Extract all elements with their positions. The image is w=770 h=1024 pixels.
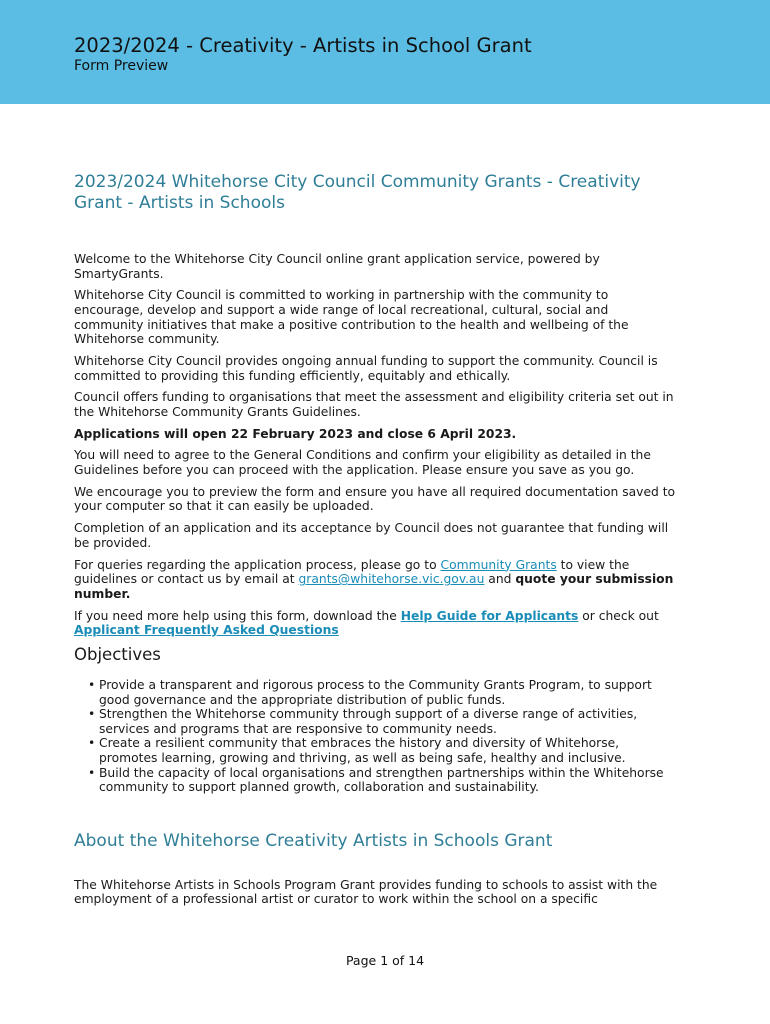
page-number: Page 1 of 14 xyxy=(345,953,425,968)
paragraph-criteria: Council offers funding to organisations that meet the assessment and eligibility criteria set out in the Whitehorse Community Grants Guidelines. xyxy=(74,390,674,419)
paragraph-queries xyxy=(74,558,679,602)
bullet-icon: • xyxy=(88,677,96,692)
paragraph-welcome: Welcome to the Whitehorse City Council online grant application service, powered by SmartyGrants. xyxy=(74,252,600,281)
paragraph-help xyxy=(74,609,679,638)
about-heading: About the Whitehorse Creativity Artists in Schools Grant xyxy=(74,830,553,851)
paragraph-guarantee: Completion of an application and its acceptance by Council does not guarantee that funding will be provided. xyxy=(74,521,669,550)
help-text-1: If you need more help using this form, download the xyxy=(74,608,401,623)
paragraph-dates: Applications will open 22 February 2023 and close 6 April 2023. xyxy=(74,426,517,441)
list-item xyxy=(88,678,679,707)
queries-bold-text: quote your submission number. xyxy=(74,572,674,601)
about-paragraph: The Whitehorse Artists in Schools Program Grant provides funding to schools to assist with the employment of a professional artist or curator to work within the school on a specific xyxy=(74,877,658,907)
help-text-2: or check out xyxy=(578,608,659,623)
queries-text-3: and xyxy=(484,572,516,587)
objective-text: Provide a transparent and rigorous process to the Community Grants Program, to support good governance and the appropriate distribution of public funds. xyxy=(99,677,652,707)
queries-text-2: to view the guidelines or contact us by email at xyxy=(74,557,630,587)
paragraph-preview: We encourage you to preview the form and ensure you have all required documentation saved to your computer so that it can easily be uploaded. xyxy=(74,484,676,514)
paragraph-funding: Whitehorse City Council provides ongoing annual funding to support the community. Council is committed to providing this funding efficiently, equitably and ethically. xyxy=(74,353,658,383)
document-title: 2023/2024 Whitehorse City Council Community Grants - Creativity Grant - Artists in Schools xyxy=(74,172,641,213)
objective-text: Build the capacity of local organisations and strengthen partnerships within the Whitehorse community to support planned growth, collaboration and sustainability. xyxy=(99,765,664,795)
objective-text: Create a resilient community that embraces the history and diversity of Whitehorse, promotes learning, growing and thriving, as well as being safe, healthy and inclusive. xyxy=(99,736,626,765)
objectives-heading: Objectives xyxy=(74,644,161,664)
paragraph-commitment: Whitehorse City Council is committed to working in partnership with the community to encourage, develop and support a wide range of local recreational, cultural, social and community initiatives that make a positive contribution to the health and wellbeing of the Whitehorse community. xyxy=(74,288,629,347)
objective-text: Strengthen the Whitehorse community through support of a diverse range of activities, services and programs that are responsive to community needs. xyxy=(99,707,638,736)
queries-text-1: For queries regarding the application process, please go to xyxy=(74,557,441,572)
faq-link[interactable]: Applicant Frequently Asked Questions xyxy=(74,623,339,638)
bullet-icon: • xyxy=(88,736,96,751)
bullet-icon: • xyxy=(88,765,96,780)
list-item xyxy=(88,707,679,736)
email-link[interactable]: grants@whitehorse.vic.gov.au xyxy=(298,572,485,587)
objectives-list xyxy=(74,678,679,795)
list-item xyxy=(88,736,679,765)
form-title: 2023/2024 - Creativity - Artists in School Grant xyxy=(74,34,532,57)
list-item xyxy=(88,766,679,795)
form-header xyxy=(0,0,770,104)
paragraph-conditions: You will need to agree to the General Conditions and confirm your eligibility as detailed in the Guidelines before you can proceed with the application. Please ensure you save as you go. xyxy=(74,448,651,478)
bullet-icon: • xyxy=(88,707,96,722)
intro-section xyxy=(74,252,679,638)
form-subtitle: Form Preview xyxy=(74,58,169,74)
document-body xyxy=(74,172,679,907)
community-grants-link[interactable]: Community Grants xyxy=(440,557,557,572)
help-guide-link[interactable]: Help Guide for Applicants xyxy=(400,608,579,623)
